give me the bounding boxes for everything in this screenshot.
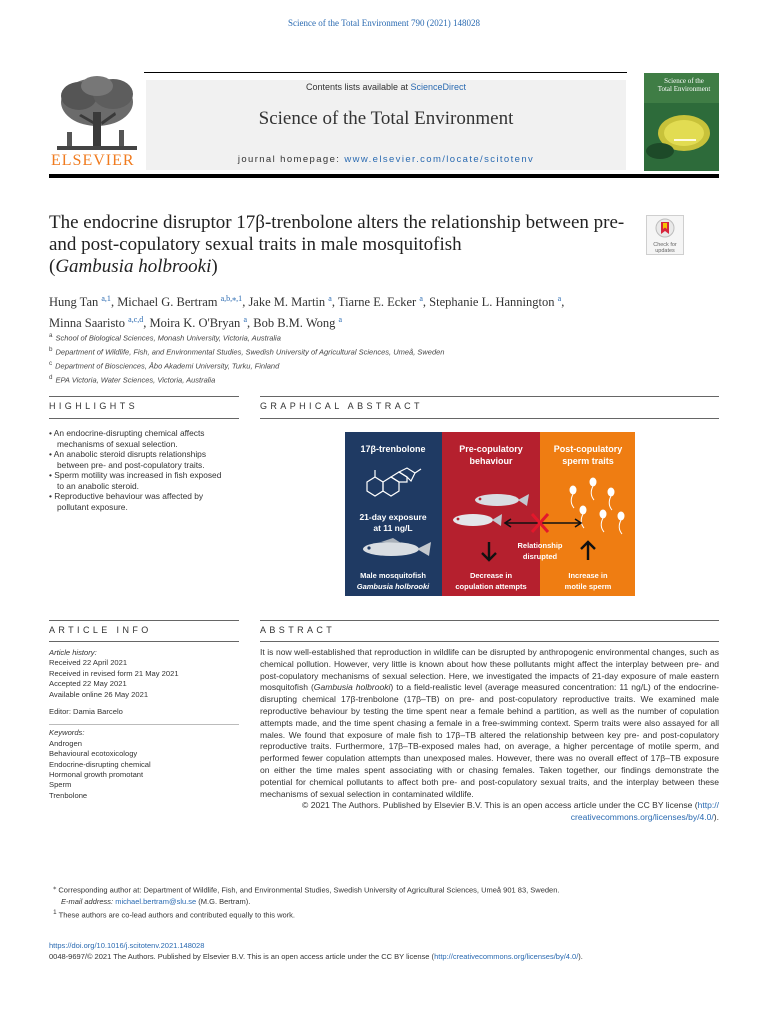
elsevier-logo[interactable]: [49, 72, 144, 172]
footnotes: [49, 882, 719, 920]
contents-prefix: Contents lists available at: [305, 82, 411, 92]
abstract-part-2: ) to a field-realistic level (average measured concentration: 11 ng/L) of the endocrine-disrupting chemical 17β-trenbolone (17β–TB) on pre- and post-copulatory reproductive traits. We examined male reproductive behaviour by testing the time spent near a female behind a partition, as well as the number of copulation attempts made, and the time spent chasing a female in a free-swimming context. Sperm traits were also assayed for all males. We found that exposure of male fish to 17β–TB altered the relationship between key pre- and post-copulatory reproductive traits. Furthermore, 17β–TB-exposed males had, on average, a higher percentage of motile sperm, and performed fewer copulation attempts than unexposed males. However, there was no overall effect of 17β–TB exposure on either the time males spent associating with or chasing females. Taken together, our findings demonstrate the potential for chemical pollutants to affect both pre- and post-copulatory sexual traits, and the interplay between these mechanisms of sexual selection in contaminated wildlife.: [260, 682, 719, 799]
ga-panel3-caption-1: Increase in: [568, 571, 608, 580]
keyword-item[interactable]: Trenbolone: [49, 790, 88, 800]
bullet-icon: •: [49, 491, 55, 501]
doi-link[interactable]: https://doi.org/10.1016/j.scitotenv.2021.148028: [49, 941, 205, 950]
affiliation-item: [49, 372, 649, 386]
bullet-icon: •: [49, 470, 55, 480]
license-link-1[interactable]: http://: [697, 800, 719, 811]
journal-header: [49, 72, 627, 176]
highlight-text: Reproductive behaviour was affected by pollutant exposure.: [54, 491, 204, 512]
issn-suffix: ).: [578, 952, 583, 961]
article-title-main: The endocrine disruptor 17β-trenbolone alters the relationship between pre- and post-copulatory sexual traits in male mosquitofish: [49, 212, 625, 255]
author-name[interactable]: Hung Tan: [49, 295, 99, 310]
affiliation-sup: b: [49, 346, 53, 353]
email-suffix: (M.G. Bertram).: [198, 896, 251, 906]
highlights-rule-bottom: [49, 418, 239, 419]
history-item: Received in revised form 21 May 2021: [49, 668, 179, 678]
journal-title[interactable]: Science of the Total Environment: [258, 108, 514, 129]
ga-panel3-caption-2: motile sperm: [564, 582, 612, 591]
bullet-icon: •: [49, 449, 54, 459]
article-info-block: [49, 648, 239, 801]
affiliation-text: School of Biological Sciences, Monash University, Victoria, Australia: [55, 333, 281, 343]
journal-cover-thumbnail[interactable]: [644, 73, 719, 171]
author-name[interactable]: Tiarne E. Ecker: [337, 295, 417, 310]
corresponding-author-note: [49, 882, 719, 896]
author-affiliation-sup[interactable]: a,1: [101, 294, 111, 303]
license-prefix: © 2021 The Authors. Published by Elsevier B.V. This is an open access article under the CC BY license (: [302, 800, 698, 811]
graphical-abstract-figure[interactable]: [345, 432, 635, 596]
history-item: Received 22 April 2021: [49, 658, 128, 668]
highlight-text: An anabolic steroid disrupts relationships between pre- and post-copulatory traits.: [53, 449, 207, 470]
ga-panel2-caption-1: Decrease in: [469, 571, 513, 580]
ga-panel2-caption-2: copulation attempts: [455, 582, 527, 591]
author-separator: ,: [331, 295, 338, 310]
affiliation-text: Department of Biosciences, Åbo Akademi University, Turku, Finland: [55, 361, 280, 371]
author-list: [49, 290, 709, 332]
email-link[interactable]: michael.bertram@slu.se: [115, 896, 197, 906]
graphical-abstract-heading: GRAPHICAL ABSTRACT: [260, 401, 423, 411]
graphical-abstract-svg: [345, 432, 635, 596]
article-title: The endocrine disruptor 17β-trenbolone alters the relationship between pre- and post-copulatory sexual traits in male mosquitofish (Gambusia holbrooki): [49, 212, 625, 277]
author-affiliation-sup[interactable]: a,b,⁎,1: [220, 294, 243, 303]
keyword-item[interactable]: Endocrine-disrupting chemical: [49, 759, 151, 769]
author-separator: ,: [247, 316, 254, 331]
homepage-prefix: journal homepage:: [237, 154, 345, 165]
author-name[interactable]: Michael G. Bertram: [117, 295, 218, 310]
history-item: Available online 26 May 2021: [49, 689, 149, 699]
article-info-rule: [49, 620, 239, 621]
abstract-heading: ABSTRACT: [260, 625, 336, 635]
ga-relationship-2: disrupted: [522, 552, 558, 561]
sciencedirect-link[interactable]: ScienceDirect: [410, 82, 467, 92]
author-name[interactable]: Stephanie L. Hannington: [429, 295, 555, 310]
author-name[interactable]: Bob B.M. Wong: [253, 316, 336, 331]
ga-panel2-title-2: behaviour: [469, 456, 513, 466]
history-item: Accepted 22 May 2021: [49, 679, 127, 689]
journal-homepage-line: [146, 154, 626, 165]
highlight-text: An endocrine-disrupting chemical affects mechanisms of sexual selection.: [53, 428, 205, 449]
check-updates-line-1: Check for: [653, 242, 677, 248]
highlight-text: Sperm motility was increased in fish exposed to an anabolic steroid.: [54, 470, 222, 491]
issn-line: [49, 951, 719, 962]
affiliation-sup: d: [49, 374, 53, 381]
check-updates-line-2: updates: [655, 248, 675, 254]
article-history-label: Article history:: [49, 648, 97, 657]
note-text: These authors are co-lead authors and contributed equally to this work.: [58, 910, 295, 919]
ga-panel1-exposure-1: 21-day exposure: [359, 512, 427, 522]
journal-homepage-link[interactable]: www.elsevier.com/locate/scitotenv: [344, 154, 535, 165]
elsevier-wordmark: ELSEVIER: [51, 152, 135, 169]
corr-text: Corresponding author at: Department of Wildlife, Fish, and Environmental Studies, Swedish University of Agricultural Sciences, Umeå 901 83, Sweden.: [58, 885, 560, 895]
author-separator: ,: [143, 316, 150, 331]
highlights-list: [49, 428, 229, 512]
issn-prefix: 0048-9697/© 2021 The Authors. Published by Elsevier B.V. This is an open access article under the CC BY license (: [49, 952, 435, 961]
keywords-list: [49, 739, 239, 801]
corr-sup: ⁎: [53, 884, 57, 891]
license-link-2[interactable]: creativecommons.org/licenses/by/4.0/: [570, 812, 714, 823]
ga-relationship-1: Relationship: [517, 541, 563, 550]
editor-line: Editor: Damia Barcelo: [49, 707, 123, 717]
cover-artwork: [644, 73, 719, 171]
keyword-item[interactable]: Androgen: [49, 738, 82, 748]
license-suffix: ).: [713, 812, 719, 823]
author-affiliation-sup[interactable]: a: [338, 315, 343, 325]
elsevier-tree-icon: [49, 72, 144, 154]
bookmark-ribbon-icon: [655, 218, 675, 240]
issn-license-link[interactable]: http://creativecommons.org/licenses/by/4.0/: [434, 952, 579, 961]
author-separator: ,: [242, 295, 249, 310]
author-affiliation-sup[interactable]: a: [243, 315, 247, 325]
abstract-license-line: [260, 800, 719, 824]
abstract-rule: [260, 620, 719, 621]
author-separator: ,: [110, 295, 118, 310]
article-history-list: [49, 658, 239, 700]
article-info-rule-bottom: [49, 641, 239, 642]
abstract-part-1: It is now well-established that reproduction in wildlife can be disrupted by anthropogenic environmental changes, such as chemical pollution. However, very little is known about how these pollutants might affect the interplay between pre- and post-copulatory mechanisms of sexual selection. Here, we investigated the impacts of 21-day exposure of male eastern mosquitofish (: [260, 647, 719, 693]
abstract-species: Gambusia holbrooki: [313, 682, 391, 693]
keyword-item[interactable]: Behavioural ecotoxicology: [49, 749, 138, 759]
graphical-abstract-rule: [260, 396, 719, 397]
author-affiliation-sup[interactable]: a: [557, 294, 562, 303]
author-name[interactable]: Minna Saaristo: [49, 316, 126, 331]
highlight-item: [49, 491, 229, 512]
ga-panel1-caption-1: Male mosquitofish: [360, 571, 426, 580]
ga-panel3-title-1: Post-copulatory: [553, 444, 623, 454]
affiliation-item: [49, 358, 649, 372]
abstract-rule-bottom: [260, 641, 719, 642]
cover-title-line-2: Total Environment: [657, 85, 711, 93]
author-separator: ,: [422, 295, 430, 310]
affiliation-item: [49, 344, 649, 358]
affiliation-text: EPA Victoria, Water Sciences, Victoria, Australia: [55, 375, 216, 385]
cover-title-line-1: Science of the: [664, 77, 704, 85]
keywords-divider: [49, 724, 239, 725]
journal-header-center: [146, 80, 626, 170]
contents-line: [146, 82, 626, 92]
highlight-item: [49, 428, 229, 449]
ga-panel1-exposure-2: at 11 ng/L: [373, 523, 413, 533]
keyword-item[interactable]: Sperm: [49, 780, 72, 790]
abstract-paragraph: [260, 647, 719, 800]
ga-panel1-caption-2: Gambusia holbrooki: [356, 582, 430, 591]
highlight-item: [49, 449, 229, 470]
keywords-label: Keywords:: [49, 728, 85, 738]
highlights-heading: HIGHLIGHTS: [49, 401, 139, 411]
article-title-species: Gambusia holbrooki: [55, 256, 212, 277]
note-sup: 1: [53, 908, 57, 916]
bottom-publication-info: [49, 940, 719, 962]
bullet-icon: •: [49, 428, 54, 438]
email-label: E-mail address:: [61, 896, 114, 906]
author-name[interactable]: Moira K. O'Bryan: [149, 316, 241, 331]
keyword-item[interactable]: Hormonal growth promotant: [49, 770, 144, 780]
affiliation-item: [49, 330, 649, 344]
highlight-item: [49, 470, 229, 491]
article-info-heading: ARTICLE INFO: [49, 625, 152, 635]
co-lead-note: [49, 907, 719, 921]
affiliation-sup: a: [49, 332, 53, 339]
author-affiliation-sup[interactable]: a: [419, 294, 423, 303]
author-separator: ,: [561, 295, 565, 310]
affiliation-sup: c: [49, 360, 53, 367]
author-affiliation-sup[interactable]: a: [328, 294, 332, 303]
author-name[interactable]: Jake M. Martin: [248, 295, 326, 310]
affiliation-text: Department of Wildlife, Fish, and Environmental Studies, Swedish University of Agricultural Sciences, Umeå, Sweden: [55, 347, 445, 357]
check-for-updates-button[interactable]: [646, 215, 684, 255]
abstract-body: [260, 647, 719, 824]
journal-reference-link[interactable]: Science of the Total Environment 790 (2021) 148028: [288, 18, 480, 28]
highlights-rule: [49, 396, 239, 397]
ga-panel2-title-1: Pre-copulatory: [459, 444, 523, 454]
affiliation-list: [49, 330, 649, 386]
ga-panel1-title: 17β-trenbolone: [360, 444, 426, 454]
graphical-abstract-rule-bottom: [260, 418, 719, 419]
email-note: [49, 896, 719, 907]
author-affiliation-sup[interactable]: a,c,d: [128, 315, 144, 325]
header-bottom-rule: [49, 174, 719, 178]
ga-panel3-title-2: sperm traits: [562, 456, 614, 466]
